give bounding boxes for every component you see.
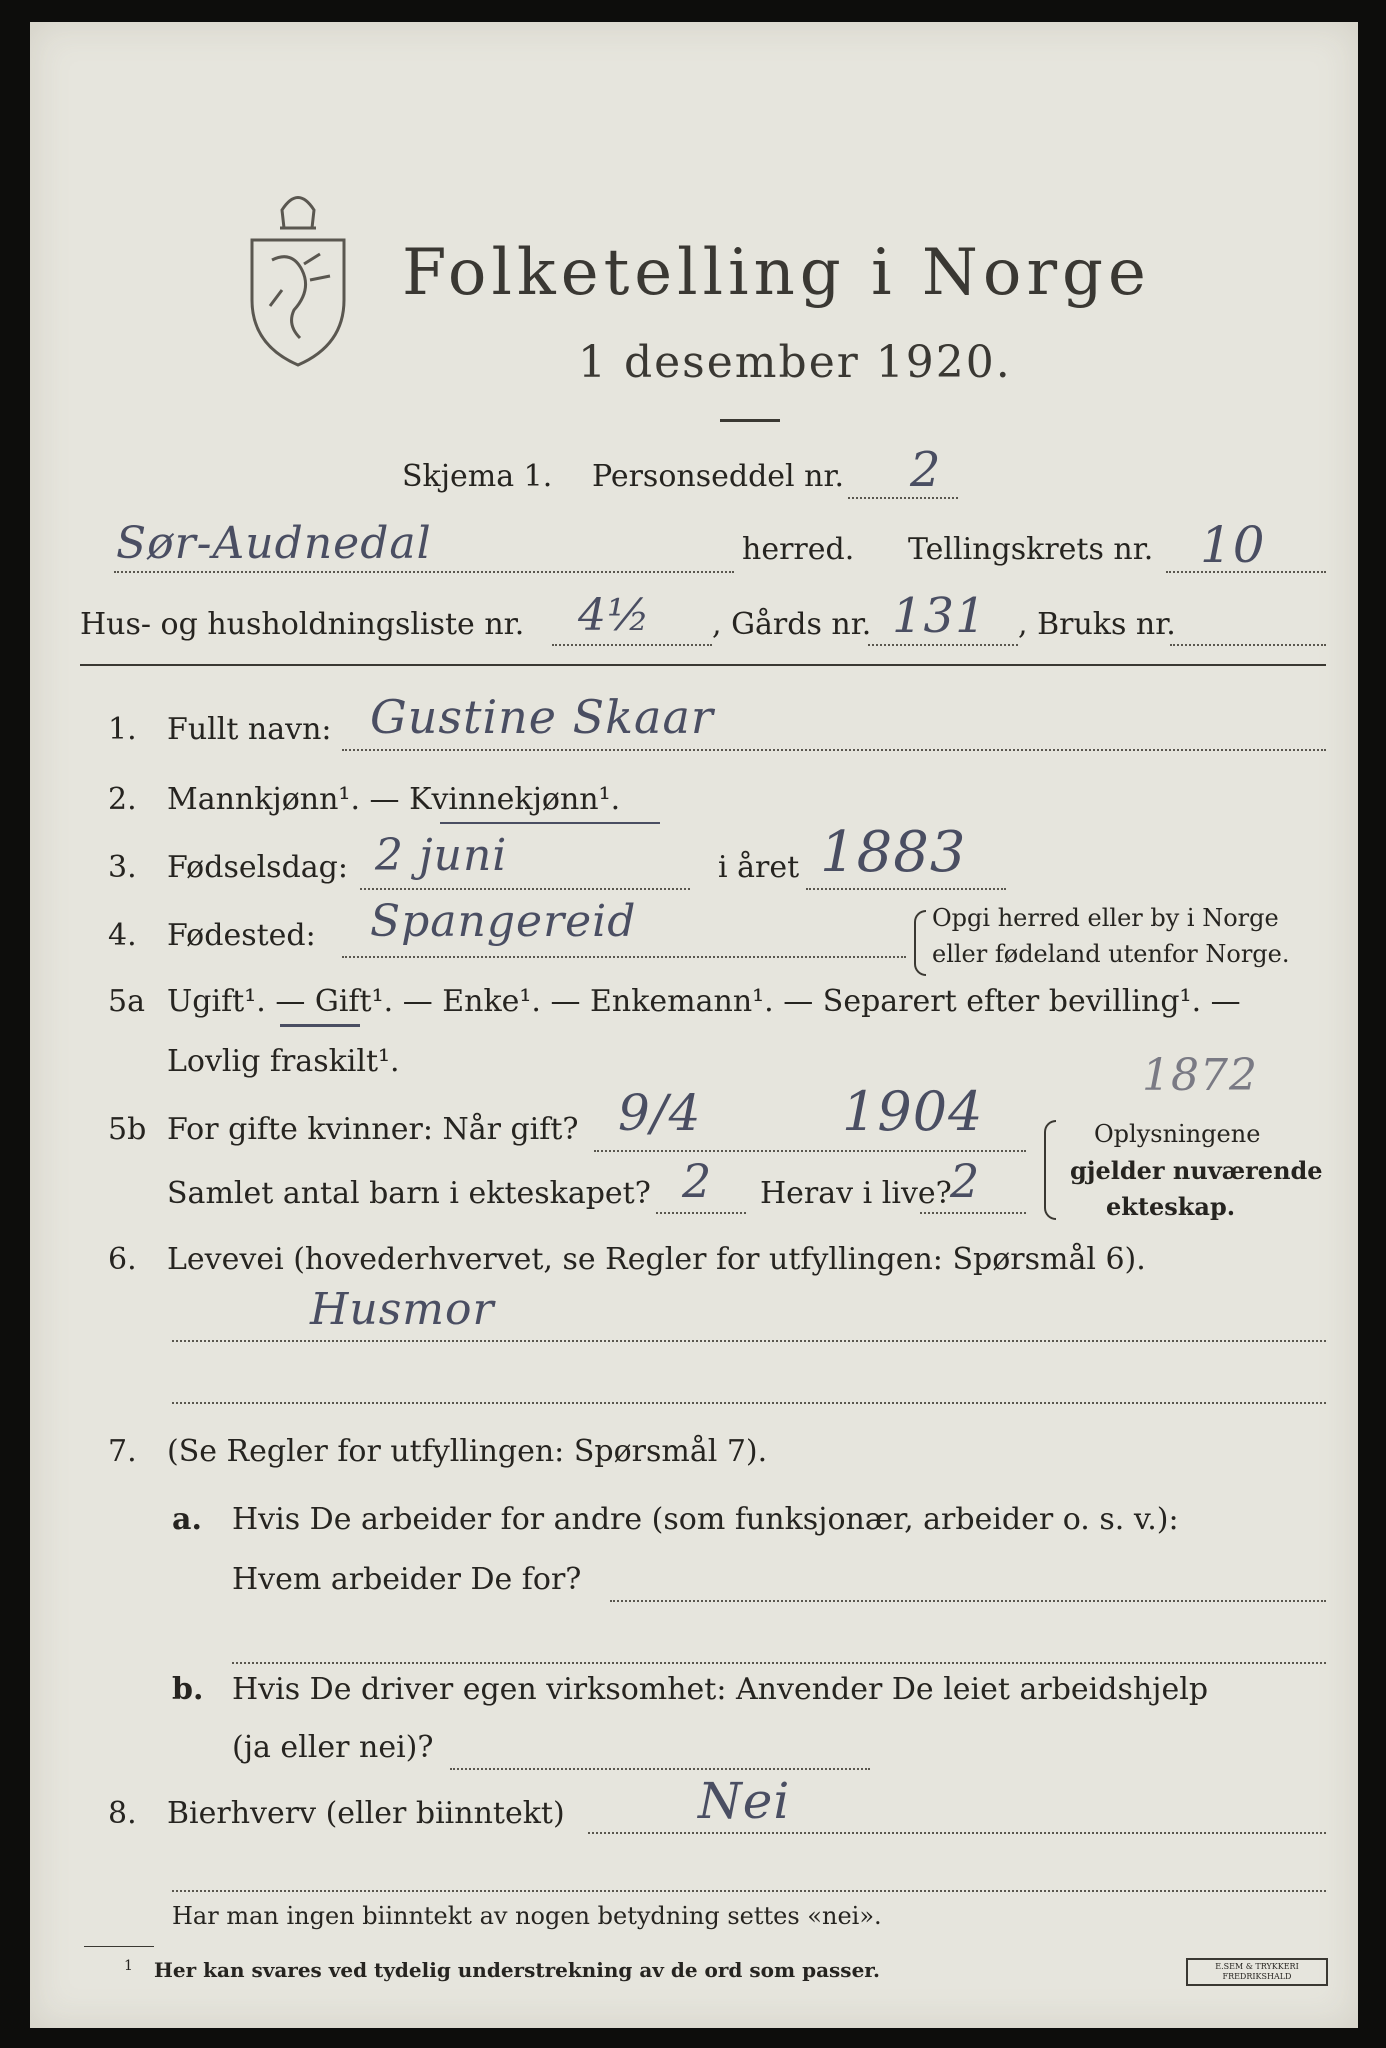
employer-line-2 bbox=[232, 1662, 1326, 1664]
tellingskrets-value[interactable]: 10 bbox=[1200, 516, 1266, 574]
side-income-value[interactable]: Nei bbox=[698, 1772, 791, 1830]
side-income-line bbox=[588, 1832, 1326, 1834]
birthplace-note-line2: eller fødeland utenfor Norge. bbox=[932, 940, 1290, 968]
children-alive-line bbox=[920, 1212, 1026, 1214]
gards-label: , Gårds nr. bbox=[712, 607, 872, 642]
married-date-value[interactable]: 9/4 bbox=[618, 1084, 702, 1142]
gender-underline-kvinne bbox=[440, 822, 660, 824]
form-date: 1 desember 1920. bbox=[578, 337, 1012, 388]
q7a-letter: a. bbox=[172, 1502, 202, 1537]
marriage-note-brace bbox=[1044, 1120, 1056, 1220]
printer-stamp: E.SEM & TRYKKERI FREDRIKSHALD bbox=[1186, 1958, 1328, 1986]
husliste-value[interactable]: 4½ bbox=[578, 590, 651, 641]
birthplace-note-line1: Opgi herred eller by i Norge bbox=[932, 904, 1279, 932]
side-income-label: Bierhverv (eller biinntekt) bbox=[167, 1796, 565, 1831]
title-divider bbox=[720, 419, 780, 422]
personseddel-value[interactable]: 2 bbox=[910, 442, 942, 498]
marital-underline-gift bbox=[280, 1024, 360, 1027]
q4-label: Fødested: bbox=[167, 918, 316, 953]
children-alive-value[interactable]: 2 bbox=[950, 1154, 981, 1208]
q8-number: 8. bbox=[108, 1796, 137, 1831]
birthyear-line bbox=[806, 888, 1006, 890]
occupation-line-2 bbox=[172, 1402, 1326, 1404]
gards-value[interactable]: 131 bbox=[892, 588, 987, 644]
herred-value[interactable]: Sør-Audnedal bbox=[116, 518, 432, 569]
hired-help-line bbox=[450, 1768, 870, 1770]
footnote-divider bbox=[84, 1946, 154, 1947]
married-year-value[interactable]: 1904 bbox=[842, 1080, 984, 1143]
birthplace-note-brace bbox=[914, 910, 926, 976]
footnote-text: Her kan svares ved tydelig understrekning av de ord som passer. bbox=[154, 1958, 880, 1982]
gender-options: Mannkjønn¹. — Kvinnekjønn¹. bbox=[167, 782, 621, 817]
q1-line bbox=[342, 749, 1326, 751]
side-income-note: Har man ingen biinntekt av nogen betydning settes «nei». bbox=[172, 1902, 882, 1930]
children-count-value[interactable]: 2 bbox=[682, 1154, 713, 1208]
q7-label: (Se Regler for utfyllingen: Spørsmål 7). bbox=[167, 1434, 768, 1469]
birthyear-label: i året bbox=[718, 850, 800, 885]
q7a-line2: Hvem arbeider De for? bbox=[232, 1562, 582, 1597]
census-form-page bbox=[30, 22, 1358, 2028]
bruks-label: , Bruks nr. bbox=[1018, 607, 1176, 642]
birthdate-value[interactable]: 2 juni bbox=[375, 830, 508, 881]
birthdate-line bbox=[360, 888, 690, 890]
husliste-line bbox=[552, 644, 712, 646]
married-when-label: For gifte kvinner: Når gift? bbox=[167, 1112, 579, 1147]
q7b-letter: b. bbox=[172, 1672, 204, 1707]
husliste-label: Hus- og husholdningsliste nr. bbox=[80, 607, 525, 642]
birthplace-value[interactable]: Spangereid bbox=[370, 896, 637, 947]
marital-status-options: Ugift¹. — Gift¹. — Enke¹. — Enkemann¹. — Separert efter bevilling¹. — bbox=[167, 984, 1241, 1019]
side-income-line-2 bbox=[172, 1890, 1326, 1892]
q3-number: 3. bbox=[108, 850, 137, 885]
form-title: Folketelling i Norge bbox=[402, 236, 1151, 310]
schema-label: Skjema 1. bbox=[402, 459, 553, 494]
children-count-label: Samlet antal barn i ekteskapet? bbox=[167, 1176, 651, 1211]
footnote-mark: 1 bbox=[124, 1958, 133, 1974]
herred-line bbox=[114, 571, 734, 573]
q4-number: 4. bbox=[108, 918, 137, 953]
marriage-note-line1: Oplysningene bbox=[1094, 1120, 1261, 1148]
q5b-number: 5b bbox=[108, 1112, 147, 1147]
birthplace-line bbox=[342, 956, 906, 958]
children-alive-label: Herav i live? bbox=[760, 1176, 952, 1211]
q1-number: 1. bbox=[108, 712, 137, 747]
marriage-note-line2: gjelder nuværende bbox=[1070, 1156, 1323, 1185]
q7b-line2: (ja eller nei)? bbox=[232, 1730, 434, 1765]
herred-label: herred. bbox=[742, 532, 855, 567]
full-name-value[interactable]: Gustine Skaar bbox=[370, 690, 714, 744]
occupation-label: Levevei (hovederhvervet, se Regler for utfyllingen: Spørsmål 6). bbox=[167, 1242, 1146, 1277]
occupation-line-1 bbox=[172, 1340, 1326, 1342]
marriage-note-line3: ekteskap. bbox=[1106, 1192, 1236, 1221]
personseddel-label: Personseddel nr. bbox=[592, 459, 845, 494]
q5a-number: 5a bbox=[108, 984, 145, 1019]
marital-status-options-line2: Lovlig fraskilt¹. bbox=[167, 1044, 400, 1079]
q7a-line1: Hvis De arbeider for andre (som funksjonær, arbeider o. s. v.): bbox=[232, 1502, 1179, 1537]
employer-line-1 bbox=[610, 1600, 1326, 1602]
q1-label: Fullt navn: bbox=[167, 712, 332, 747]
q7b-line1: Hvis De driver egen virksomhet: Anvender De leiet arbeidshjelp bbox=[232, 1672, 1209, 1707]
q7-number: 7. bbox=[108, 1434, 137, 1469]
bruks-line bbox=[1170, 644, 1326, 646]
tellingskrets-label: Tellingskrets nr. bbox=[908, 532, 1154, 567]
header-divider bbox=[80, 664, 1326, 666]
q2-number: 2. bbox=[108, 782, 137, 817]
q3-label: Fødselsdag: bbox=[167, 850, 348, 885]
q6-number: 6. bbox=[108, 1242, 137, 1277]
married-when-line bbox=[594, 1150, 1026, 1152]
gards-line bbox=[868, 644, 1018, 646]
norwegian-coat-of-arms-icon bbox=[242, 180, 354, 370]
occupation-value[interactable]: Husmor bbox=[310, 1284, 495, 1335]
extra-year-annotation: 1872 bbox=[1142, 1050, 1258, 1101]
birthyear-value[interactable]: 1883 bbox=[820, 820, 967, 885]
children-count-line bbox=[656, 1212, 746, 1214]
